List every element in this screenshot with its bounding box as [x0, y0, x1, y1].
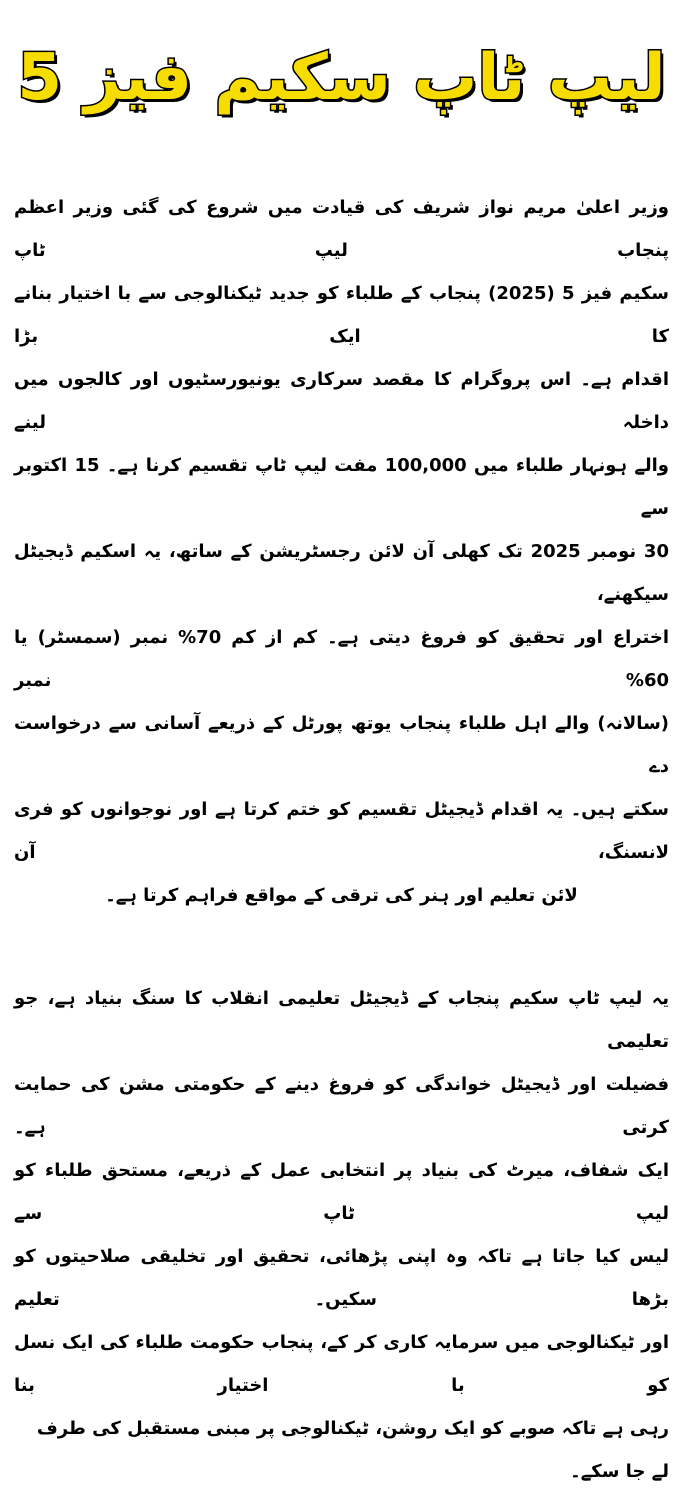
paragraph-line: (سالانہ) والے اہل طلباء پنجاب یوتھ پورٹل کے ذریعے آسانی سے درخواست دے [14, 713, 669, 777]
paragraph-line: یہ لیپ ٹاپ سکیم پنجاب کے ڈیجیٹل تعلیمی انقلاب کا سنگ بنیاد ہے، جو تعلیمی [14, 988, 669, 1052]
paragraph-line: اقدام ہے۔ اس پروگرام کا مقصد سرکاری یونیورسٹیوں اور کالجوں میں داخلہ لینے [14, 369, 669, 433]
paragraph-line: سکیم فیز 5 (2025) پنجاب کے طلباء کو جدید ٹیکنالوجی سے با اختیار بنانے کا ایک بڑا [14, 283, 670, 347]
paragraph-1 [14, 186, 669, 917]
paragraph-line: وزیر اعلیٰ مریم نواز شریف کی قیادت میں شروع کی گئی وزیر اعظم پنجاب لیپ ٹاپ [14, 197, 669, 261]
paragraph-line: فضیلت اور ڈیجیٹل خواندگی کو فروغ دینے کے حکومتی مشن کی حمایت کرتی ہے۔ [14, 1074, 669, 1138]
paragraph-2 [14, 977, 669, 1493]
paragraph-line: لیس کیا جاتا ہے تاکہ وہ اپنی پڑھائی، تحقیق اور تخلیقی صلاحیتوں کو بڑھا سکیں۔ تعلیم [14, 1246, 669, 1310]
paragraph-line: سکتے ہیں۔ یہ اقدام ڈیجیٹل تقسیم کو ختم کرتا ہے اور نوجوانوں کو فری لانسنگ، آن [14, 799, 669, 863]
paragraph-line: لائن تعلیم اور ہنر کی ترقی کے مواقع فراہم کرتا ہے۔ [105, 885, 578, 906]
page-title: لیپ ٹاپ سکیم فیز 5 [17, 41, 666, 115]
paragraph-line: والے ہونہار طلباء میں 100,000 مفت لیپ ٹاپ تقسیم کرنا ہے۔ 15 اکتوبر سے [14, 455, 669, 519]
paragraph-line: رہی ہے تاکہ صوبے کو ایک روشن، ٹیکنالوجی پر مبنی مستقبل کی طرف لے جا سکے۔ [36, 1418, 669, 1482]
paragraph-line: ایک شفاف، میرٹ کی بنیاد پر انتخابی عمل کے ذریعے، مستحق طلباء کو لیپ ٹاپ سے [14, 1160, 669, 1224]
paragraph-line: اختراع اور تحقیق کو فروغ دیتی ہے۔ کم از کم 70% نمبر (سمسٹر) یا 60% نمبر [14, 627, 669, 691]
paragraph-line: اور ٹیکنالوجی میں سرمایہ کاری کر کے، پنجاب حکومت طلباء کی ایک نسل کو با اختیار بنا [14, 1332, 669, 1396]
paragraph-line: 30 نومبر 2025 تک کھلی آن لائن رجسٹریشن کے ساتھ، یہ اسکیم ڈیجیٹل سیکھنے، [14, 541, 669, 605]
